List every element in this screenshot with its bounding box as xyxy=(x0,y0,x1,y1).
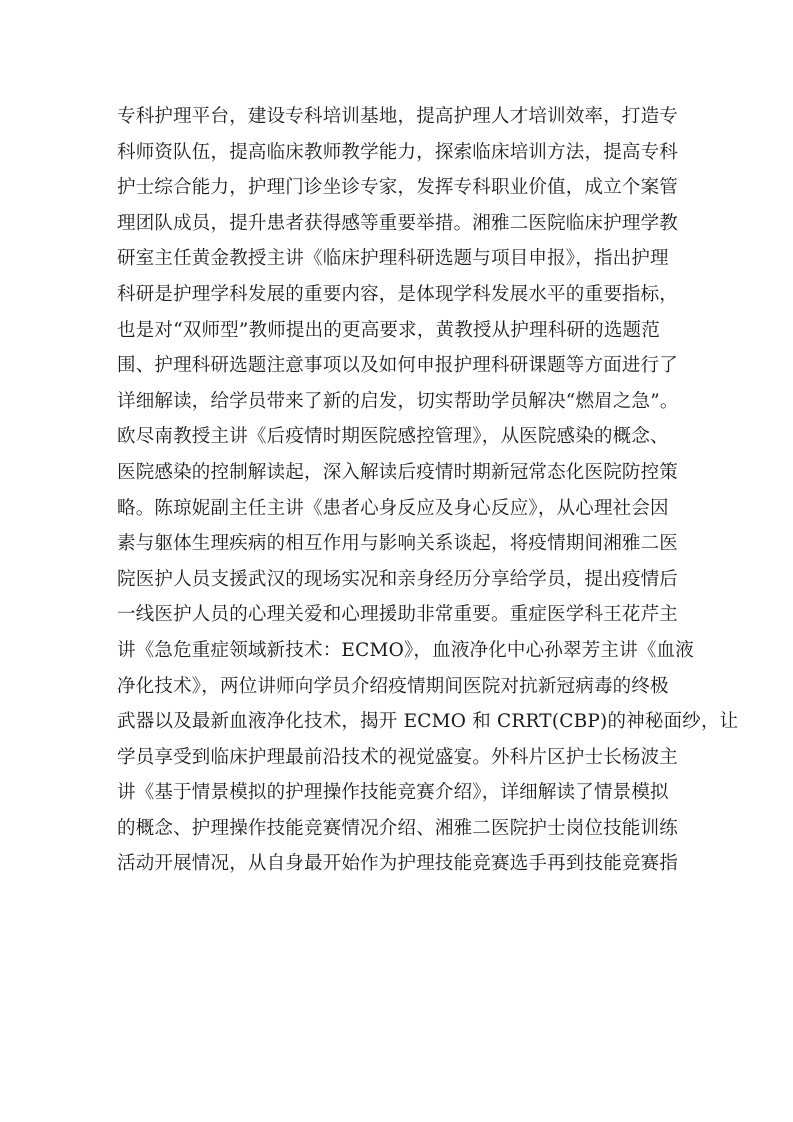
text-line-8: 围、护理科研选题注意事项以及如何申报护理科研课题等方面进行了 xyxy=(117,355,679,377)
text-line-13: 素与躯体生理疾病的相互作用与影响关系谈起，将疫情期间湘雅二医 xyxy=(117,533,679,555)
text-line-19: 学员享受到临床护理最前沿技术的视觉盛宴。外科片区护士长杨波主 xyxy=(117,746,679,768)
body-text xyxy=(117,104,739,887)
text-line-5: 研室主任黄金教授主讲《临床护理科研选题与项目申报》，指出护理 xyxy=(117,248,669,270)
text-line-7: 也是对“双师型”教师提出的更高要求，黄教授从护理科研的选题范 xyxy=(117,319,660,341)
text-line-4: 理团队成员，提升患者获得感等重要举措。湘雅二医院临床护理学教 xyxy=(117,212,679,234)
text-line-9: 详细解读，给学员带来了新的启发，切实帮助学员解决“燃眉之急”。 xyxy=(117,390,679,412)
text-line-12: 略。陈琼妮副主任主讲《患者心身反应及身心反应》，从心理社会因 xyxy=(117,497,669,519)
text-line-15: 一线医护人员的心理关爱和心理援助非常重要。重症医学科王花芹主 xyxy=(117,604,679,626)
text-line-2: 科师资队伍，提高临床教师教学能力，探索临床培训方法，提高专科 xyxy=(117,141,679,163)
text-line-21: 的概念、护理操作技能竞赛情况介绍、湘雅二医院护士岗位技能训练 xyxy=(117,817,679,839)
text-line-3: 护士综合能力，护理门诊坐诊专家，发挥专科职业价值，成立个案管 xyxy=(117,177,679,199)
text-line-11: 医院感染的控制解读起，深入解读后疫情时期新冠常态化医院防控策 xyxy=(117,461,679,483)
text-line-16: 讲《急危重症领域新技术：ECMO》，血液净化中心孙翠芳主讲《血液 xyxy=(117,639,694,661)
text-line-20: 讲《基于情景模拟的护理操作技能竞赛介绍》，详细解读了情景模拟 xyxy=(117,782,669,804)
text-line-18: 武器以及最新血液净化技术，揭开 ECMO 和 CRRT(CBP)的神秘面纱，让 xyxy=(117,711,739,733)
text-line-14: 院医护人员支援武汉的现场实况和亲身经历分享给学员，提出疫情后 xyxy=(117,568,679,590)
text-line-10: 欧尽南教授主讲《后疫情时期医院感控管理》，从医院感染的概念、 xyxy=(117,426,669,448)
text-line-22: 活动开展情况，从自身最开始作为护理技能竞赛选手再到技能竞赛指 xyxy=(117,853,679,875)
text-line-17: 净化技术》，两位讲师向学员介绍疫情期间医院对抗新冠病毒的终极 xyxy=(117,675,669,697)
text-line-1: 专科护理平台，建设专科培训基地，提高护理人才培训效率，打造专 xyxy=(117,106,679,127)
text-line-6: 科研是护理学科发展的重要内容，是体现学科发展水平的重要指标， xyxy=(117,283,679,305)
